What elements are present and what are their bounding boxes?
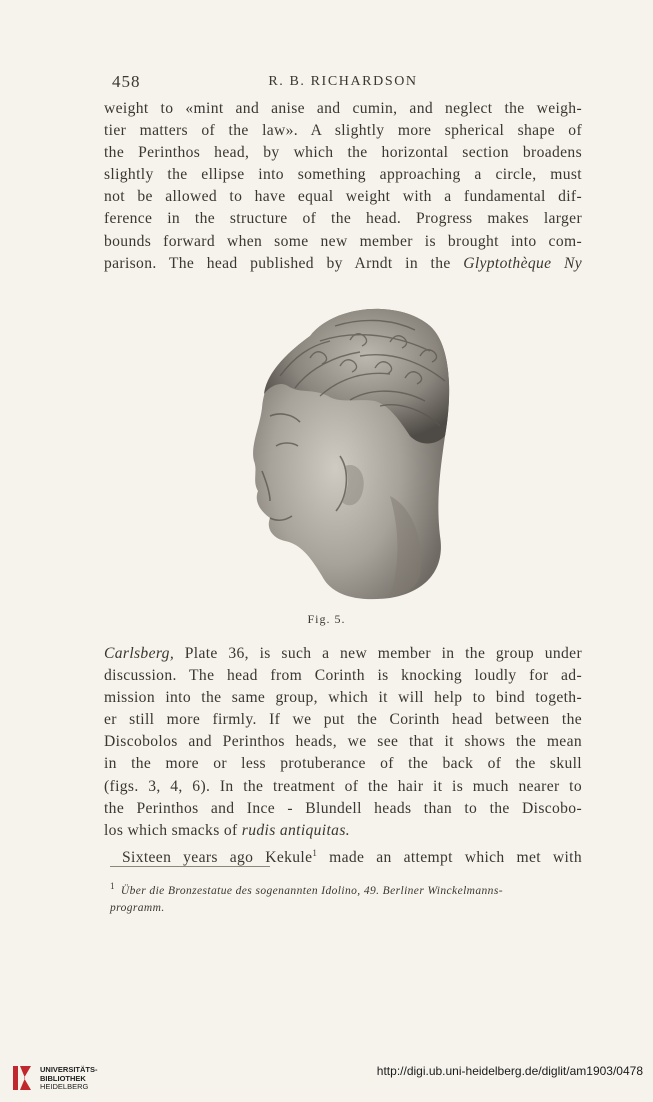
text-line: not be allowed to have equal weight with a fundamental dif- [104,188,582,206]
text-run: los which smacks of [104,821,242,839]
library-name [40,1066,98,1092]
text-line: weight to «mint and anise and cumin, and neglect the weigh- [104,100,582,117]
text-line: (figs. 3, 4, 6). In the treatment of the hair it is much nearer to [104,777,582,795]
paragraph-2 [104,643,582,867]
logo-line: HEIDELBERG [40,1082,89,1091]
text-line: discussion. The head from Corinth is knocking loudly for ad- [104,667,582,685]
text-line [104,253,582,275]
text-run: Sixteen years ago Kekule [122,849,313,867]
footnote-reference[interactable]: 1 [312,847,318,858]
footnote-mark: 1 [110,881,115,891]
library-emblem-icon [10,1062,34,1094]
text-line: ference in the structure of the head. Progress makes larger [104,210,582,228]
paragraph-1 [104,98,582,275]
page-header [104,72,582,92]
text-run: made an attempt which met with [317,849,582,867]
footnote-line [110,878,580,900]
figure-bust-head-image [240,296,452,601]
text-line: bounds forward when some new member is brought into com- [104,232,582,250]
footnote-text: Über die Bronzestatue des sogenannten Idolino, 49. Berliner Winckelmanns- [120,884,503,897]
text-run: parison. The head published by Arndt in the [104,254,464,272]
text-line: Discobolos and Perinthos heads, we see that it shows the mean [104,733,582,751]
footnote-divider [110,866,270,867]
source-url-link[interactable]: http://digi.ub.uni-heidelberg.de/diglit/am1903/0478 [376,1064,643,1078]
running-head: R. B. RICHARDSON [268,74,418,89]
text-run: Plate 36, is such a new member in the group under [174,645,582,662]
logo-line: BIBLIOTHEK [40,1073,86,1083]
text-line: the Perinthos head, by which the horizontal section broadens [104,144,582,162]
italic-title: Glyptothèque Ny [463,254,582,272]
text-line: the Perinthos and Ince - Blundell heads than to the Discobo- [104,799,582,817]
figure-caption: Fig. 5. [307,612,346,626]
text-line: mission into the same group, which it will help to bind togeth- [104,689,582,707]
text-line: tier matters of the law». A slightly more spherical shape of [104,122,582,140]
italic-phrase: rudis antiquitas. [241,821,350,839]
italic-title: Carlsberg, [104,645,175,662]
sculpture-head-illustration [240,296,452,601]
logo-line: UNIVERSITÄTS- [40,1065,98,1074]
text-line [104,842,582,867]
footnote [110,878,580,917]
footnote-line: programm. [110,901,165,914]
library-logo[interactable] [10,1060,130,1100]
text-line [104,643,582,665]
text-line [104,820,582,842]
text-line: in the more or less protuberance of the back of the skull [104,755,582,773]
page-number: 458 [112,72,141,91]
text-line: er still more firmly. If we put the Corinth head between the [104,711,582,729]
text-line: slightly the ellipse into something approaching a circle, must [104,166,582,184]
